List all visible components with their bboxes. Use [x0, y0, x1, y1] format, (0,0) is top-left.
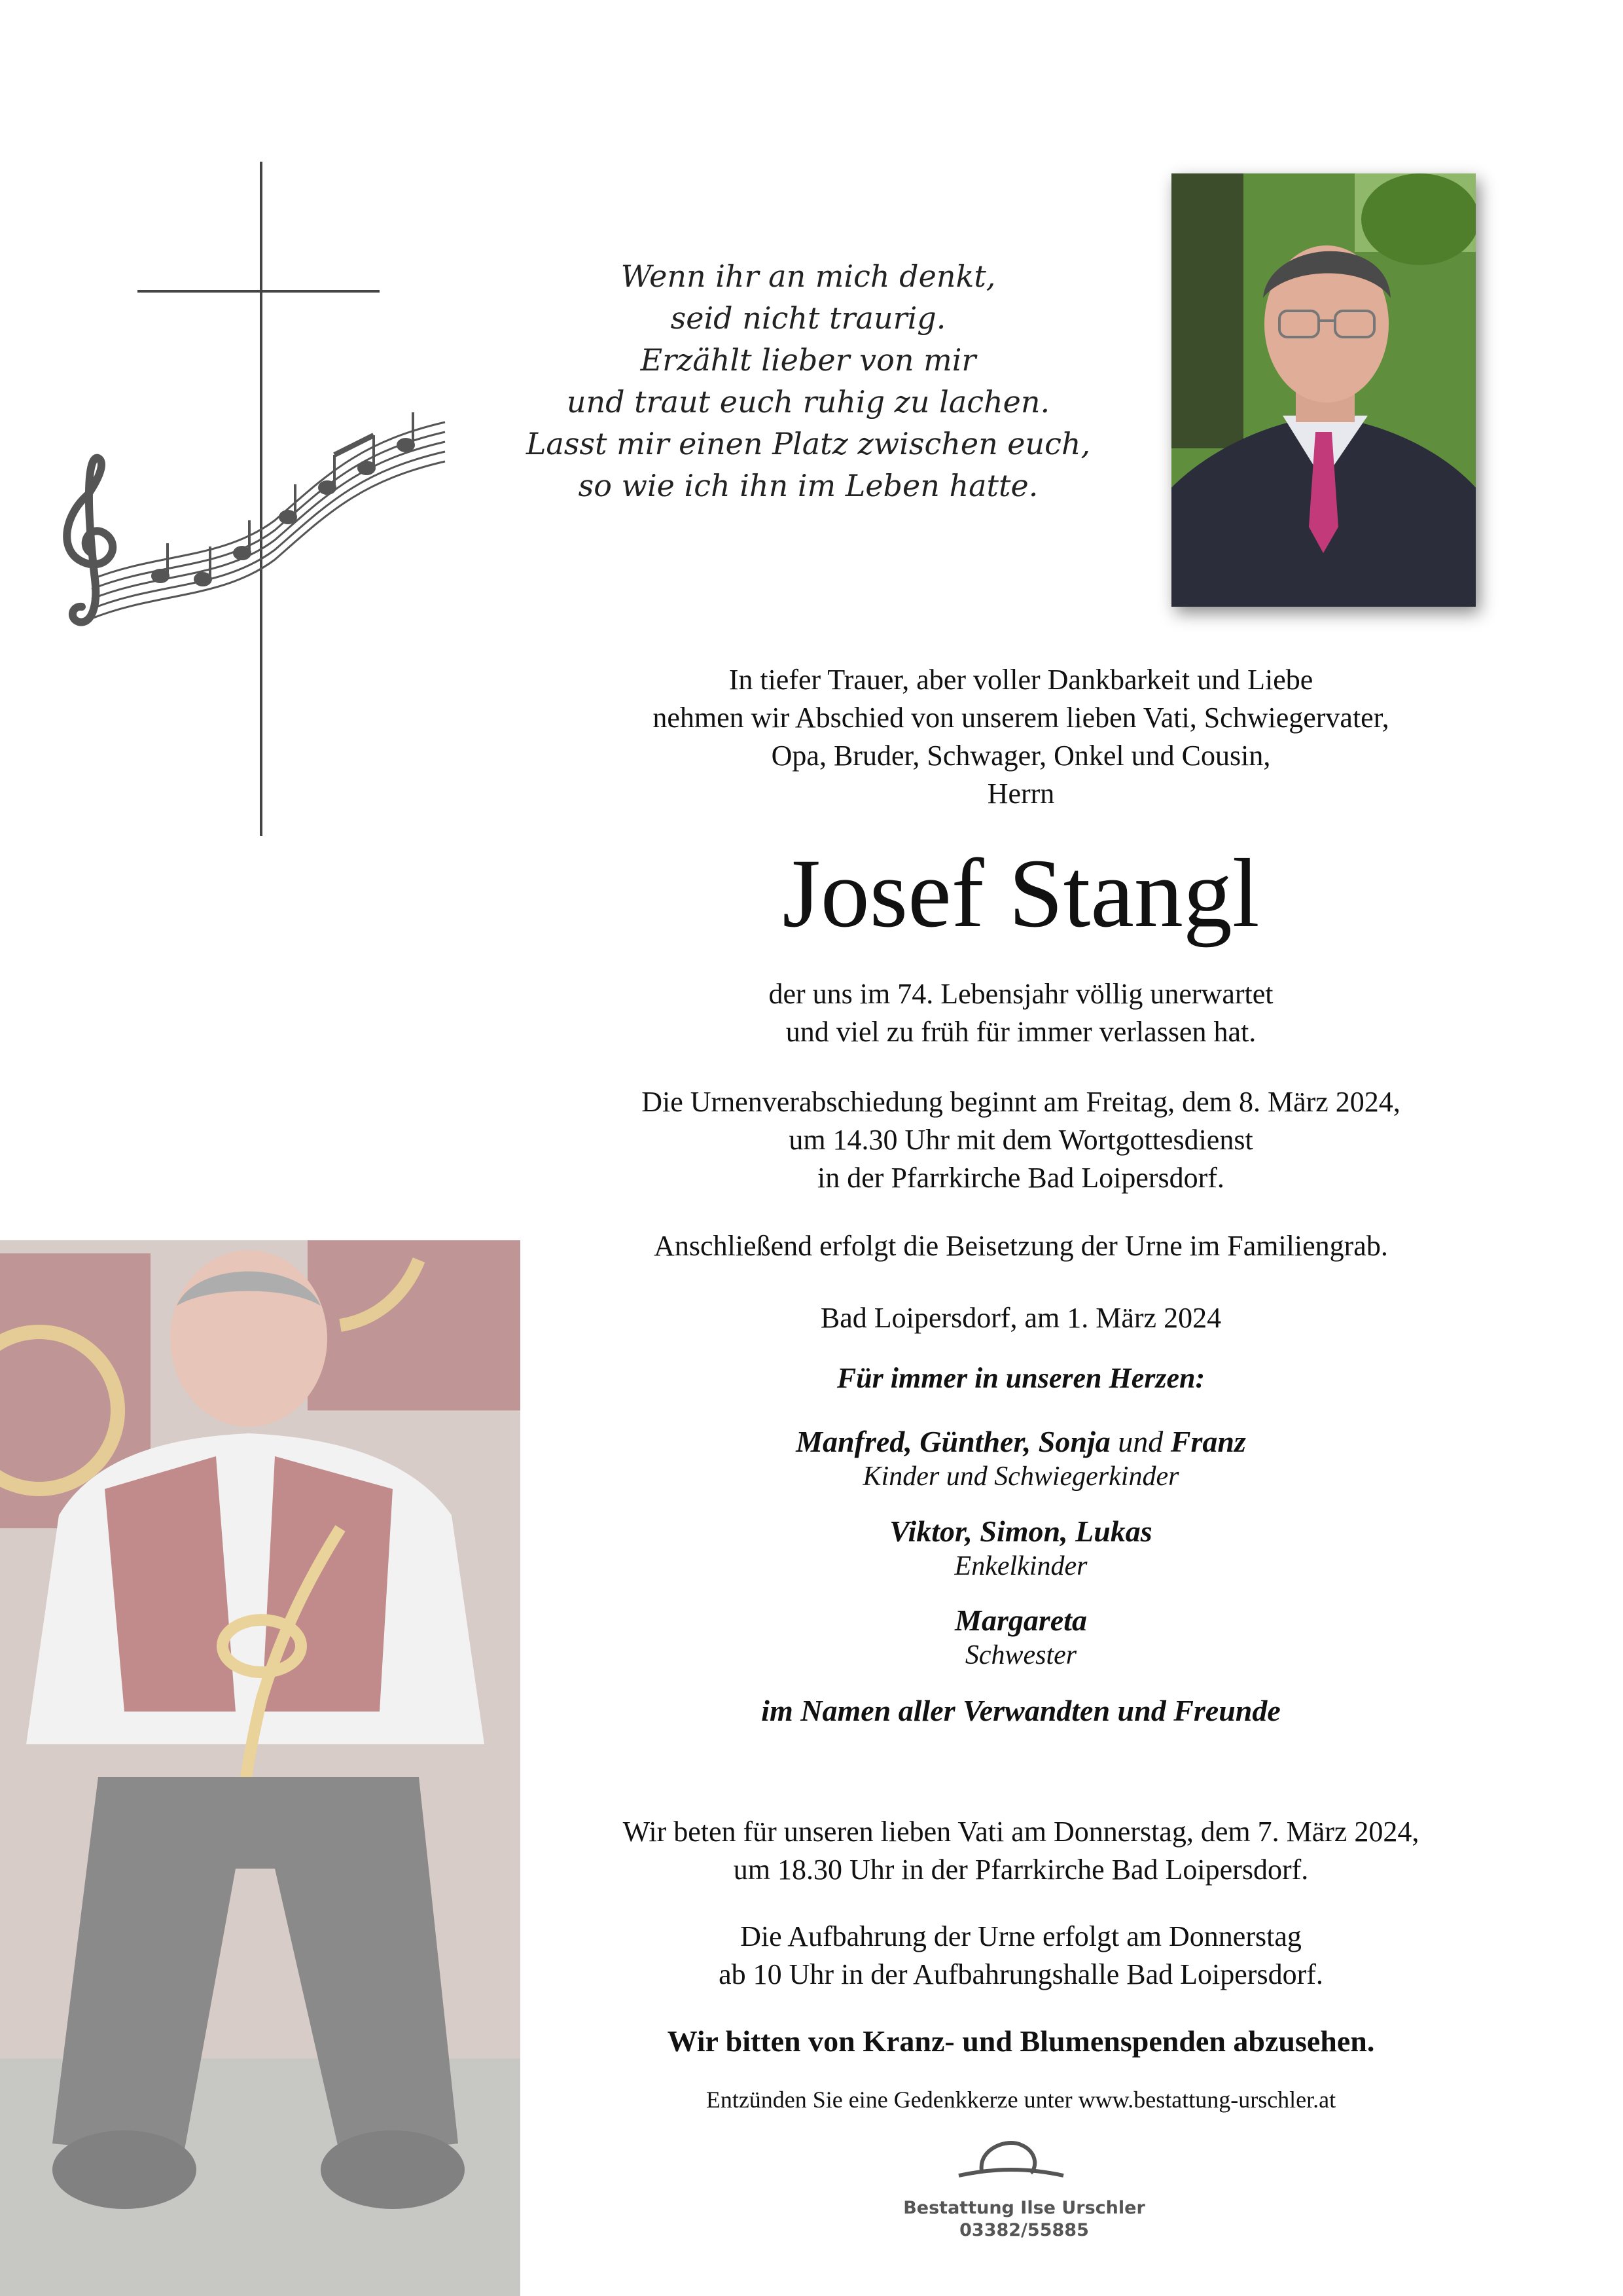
sister-name: Margareta	[955, 1604, 1087, 1637]
cross-horizontal-beam	[137, 290, 380, 293]
children-names	[517, 1424, 1525, 1460]
intro-text	[517, 661, 1525, 813]
undertaker-name: Bestattung Ilse Urschler	[903, 2198, 1145, 2218]
grandchildren-names: Viktor, Simon, Lukas	[889, 1515, 1152, 1548]
prayer-text	[517, 1813, 1525, 1889]
grandchildren-role: Enkelkinder	[954, 1551, 1088, 1581]
intro-line: nehmen wir Abschied von unserem lieben Vati, Schwiegervater,	[652, 702, 1389, 734]
portrait-photo	[1171, 173, 1476, 607]
family-children	[517, 1424, 1525, 1493]
undertaker-logo-icon	[955, 2135, 1067, 2187]
quote-line: und traut euch ruhig zu lachen.	[566, 384, 1050, 420]
age-line: der uns im 74. Lebensjahr völlig unerwartet	[768, 978, 1274, 1010]
ceremony-line: um 14.30 Uhr mit dem Wortgottesdienst	[789, 1124, 1253, 1156]
family-sister	[517, 1602, 1525, 1672]
laying-out-text	[517, 1918, 1525, 1994]
sister-role: Schwester	[965, 1640, 1077, 1670]
family-closing: im Namen aller Verwandten und Freunde	[761, 1694, 1281, 1727]
quote-line: Erzählt lieber von mir	[640, 342, 976, 378]
quote-line: seid nicht traurig.	[670, 300, 946, 336]
intro-line: Herrn	[987, 778, 1055, 810]
laying-out-line: Die Aufbahrung der Urne erfolgt am Donnerstag	[740, 1920, 1302, 1952]
quote-line: so wie ich ihn im Leben hatte.	[578, 468, 1039, 503]
background-musician-photo	[0, 1240, 520, 2296]
motto: Für immer in unseren Herzen:	[836, 1362, 1205, 1394]
prayer-line: Wir beten für unseren lieben Vati am Donnerstag, dem 7. März 2024,	[622, 1816, 1419, 1848]
candle-link-note: Entzünden Sie eine Gedenkkerze unter www.bestattung-urschler.at	[705, 2087, 1336, 2113]
music-staff-icon	[52, 363, 458, 691]
prayer-line: um 18.30 Uhr in der Pfarrkirche Bad Loipersdorf.	[733, 1854, 1309, 1886]
age-text	[517, 975, 1525, 1051]
children-role: Kinder und Schwiegerkinder	[863, 1462, 1179, 1492]
ceremony-line: Die Urnenverabschiedung beginnt am Freitag, dem 8. März 2024,	[641, 1086, 1400, 1118]
deceased-name: Josef Stangl	[782, 839, 1260, 948]
memorial-quote	[497, 255, 1119, 507]
intro-line: In tiefer Trauer, aber voller Dankbarkeit und Liebe	[728, 664, 1313, 696]
place-date: Bad Loipersdorf, am 1. März 2024	[820, 1302, 1222, 1334]
children-and: und	[1118, 1425, 1164, 1458]
quote-line: Wenn ihr an mich denkt,	[620, 259, 996, 294]
undertaker-phone: 03382/55885	[959, 2220, 1089, 2240]
laying-out-line: ab 10 Uhr in der Aufbahrungshalle Bad Loipersdorf.	[719, 1958, 1323, 1990]
burial-text: Anschließend erfolgt die Beisetzung der Urne im Familiengrab.	[654, 1230, 1388, 1262]
children-names-part: Manfred, Günther, Sonja	[796, 1425, 1111, 1458]
children-names-part: Franz	[1170, 1425, 1246, 1458]
quote-line: Lasst mir einen Platz zwischen euch,	[526, 426, 1091, 461]
family-grandchildren	[517, 1513, 1525, 1583]
ceremony-line: in der Pfarrkirche Bad Loipersdorf.	[817, 1162, 1224, 1194]
age-line: und viel zu früh für immer verlassen hat.	[785, 1016, 1257, 1048]
intro-line: Opa, Bruder, Schwager, Onkel und Cousin,	[771, 740, 1271, 772]
ceremony-text	[517, 1083, 1525, 1197]
no-flowers-request: Wir bitten von Kranz- und Blumenspenden abzusehen.	[667, 2024, 1375, 2058]
